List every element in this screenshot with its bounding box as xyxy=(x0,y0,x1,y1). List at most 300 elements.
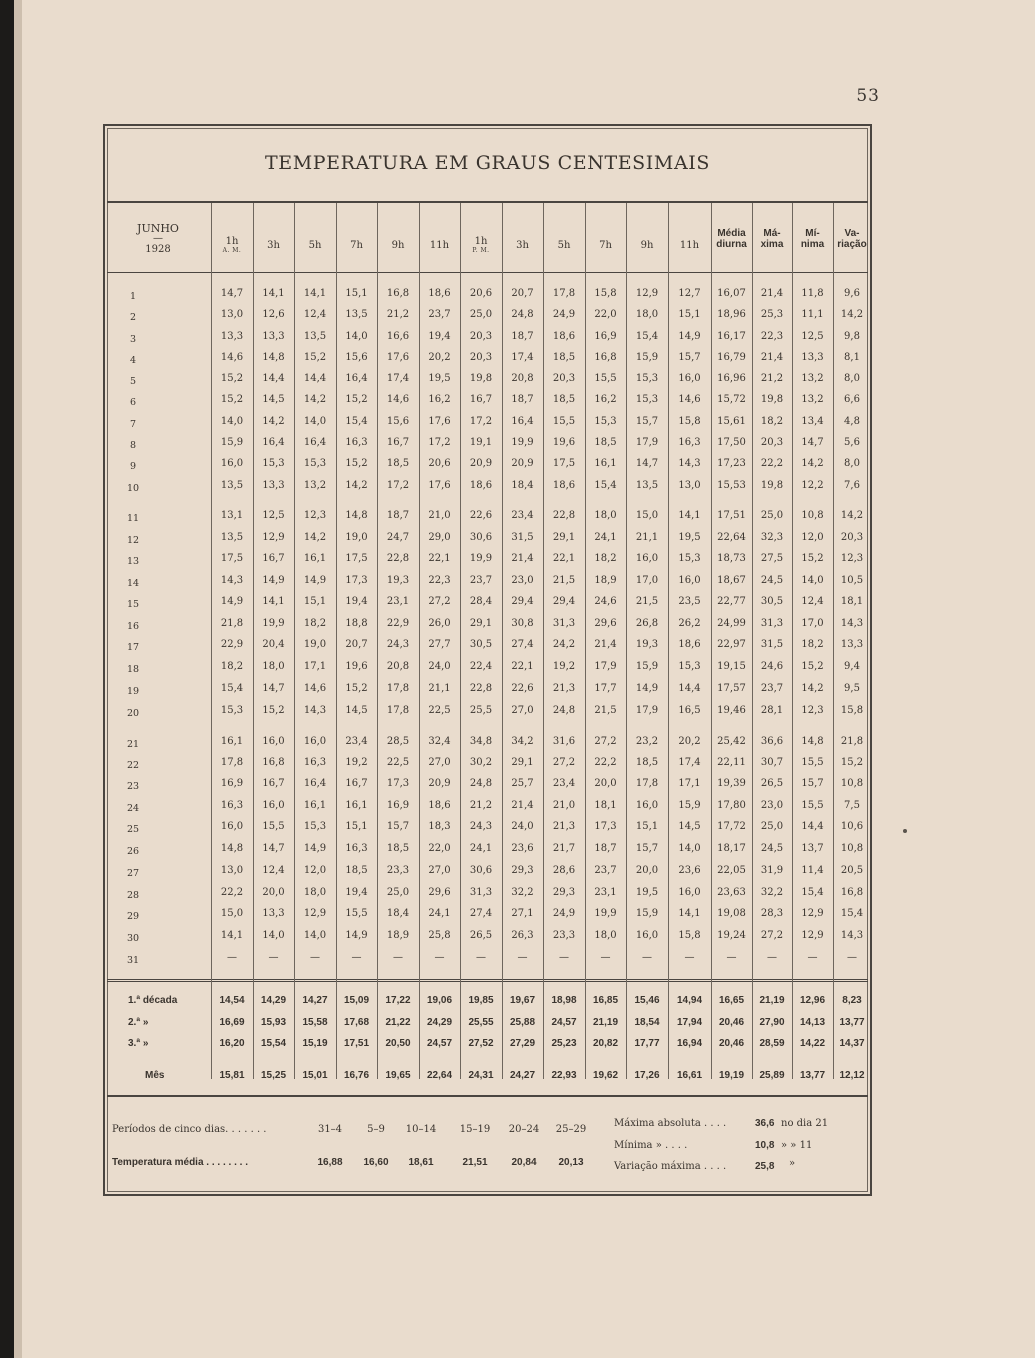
summary-cell: 15,01 xyxy=(302,1070,328,1081)
table-cell: 25,0 xyxy=(386,887,410,898)
header-hour-12 xyxy=(668,233,711,252)
table-cell: 17,8 xyxy=(386,705,410,716)
table-cell: 27,1 xyxy=(511,908,534,919)
summary-cell: 15,25 xyxy=(260,1070,287,1081)
table-cell: 27,2 xyxy=(594,736,617,747)
summary-cell: 24,57 xyxy=(426,1038,453,1049)
table-cell: 23,7 xyxy=(594,865,617,876)
table-cell: 21,0 xyxy=(552,800,576,811)
table-cell: 20,0 xyxy=(635,865,659,876)
table-cell: 24,6 xyxy=(760,661,784,672)
summary-cell: 25,88 xyxy=(509,1017,536,1028)
table-cell: 31,3 xyxy=(760,618,784,629)
table-cell: 24,2 xyxy=(552,639,576,650)
table-cell: 15,1 xyxy=(635,821,659,832)
table-cell: 18,5 xyxy=(552,394,576,405)
table-cell: 19,24 xyxy=(717,930,746,941)
table-cell: 14,6 xyxy=(678,394,701,405)
summary-cell: 15,58 xyxy=(302,1017,328,1028)
table-cell: 15,2 xyxy=(220,394,244,405)
summary-cell: 14,54 xyxy=(219,995,245,1006)
footer-periods-label: Períodos de cinco dias. . . . . . . xyxy=(112,1124,267,1135)
table-cell: 15,0 xyxy=(635,510,659,521)
table-cell: 23,2 xyxy=(635,736,659,747)
header-hour-label: 3h xyxy=(267,240,280,251)
table-cell: 22,77 xyxy=(717,596,746,607)
table-cell: 16,3 xyxy=(220,800,244,811)
footer-period-temp: 18,61 xyxy=(408,1157,434,1168)
table-cell: 15,1 xyxy=(678,309,701,320)
table-cell: 21,4 xyxy=(594,639,617,650)
table-cell: 15,6 xyxy=(386,416,410,427)
table-cell: 13,5 xyxy=(220,532,244,543)
table-cell: 16,1 xyxy=(303,553,327,564)
row-day-3: 3 xyxy=(129,334,137,345)
table-cell: 29,6 xyxy=(594,618,617,629)
table-cell: 19,6 xyxy=(552,437,576,448)
table-cell: 21,8 xyxy=(840,736,864,747)
summary-cell: 16,20 xyxy=(219,1038,245,1049)
table-cell: 10,6 xyxy=(840,821,864,832)
summary-cell: 13,77 xyxy=(839,1017,865,1028)
table-cell: 16,4 xyxy=(303,778,327,789)
table-cell: 24,1 xyxy=(428,908,451,919)
summary-cell: 24,31 xyxy=(468,1070,494,1081)
footer-min-suffix: » » 11 xyxy=(781,1140,813,1151)
table-cell: 25,0 xyxy=(469,309,493,320)
table-cell: 22,1 xyxy=(552,553,576,564)
table-cell: 22,11 xyxy=(717,757,746,768)
table-cell: 17,8 xyxy=(635,778,659,789)
table-cell: 22,6 xyxy=(511,683,534,694)
table-cell: 12,6 xyxy=(262,309,285,320)
table-cell: 19,5 xyxy=(678,532,701,543)
summary-cell: 19,67 xyxy=(509,995,536,1006)
summary-cell: 27,29 xyxy=(509,1038,536,1049)
table-cell: 29,4 xyxy=(511,596,534,607)
table-cell: 20,0 xyxy=(594,778,617,789)
table-cell: 16,4 xyxy=(511,416,534,427)
table-cell: 23,7 xyxy=(760,683,784,694)
table-cell: 14,8 xyxy=(801,736,824,747)
table-cell: 14,7 xyxy=(635,458,659,469)
table-cell: 15,7 xyxy=(801,778,824,789)
table-cell: 15,8 xyxy=(678,416,701,427)
table-cell: 13,3 xyxy=(262,908,285,919)
table-cell: 31,6 xyxy=(552,736,576,747)
table-cell: 23,3 xyxy=(552,930,576,941)
table-cell: 19,1 xyxy=(469,437,493,448)
table-cell: 15,4 xyxy=(594,480,617,491)
table-cell: 16,1 xyxy=(345,800,368,811)
header-dash: — xyxy=(153,233,163,244)
table-cell: 17,3 xyxy=(345,575,368,586)
table-cell: 22,64 xyxy=(717,532,746,543)
table-cell: 21,5 xyxy=(594,705,617,716)
table-cell: 16,79 xyxy=(717,352,746,363)
table-cell: — xyxy=(684,952,695,963)
row-day-18: 18 xyxy=(126,664,140,675)
row-day-28: 28 xyxy=(126,890,140,901)
summary-cell: 17,26 xyxy=(634,1070,660,1081)
table-cell: 17,9 xyxy=(635,437,659,448)
table-cell: 30,8 xyxy=(511,618,534,629)
table-cell: 32,4 xyxy=(428,736,451,747)
table-cell: 15,8 xyxy=(594,288,617,299)
table-cell: 18,0 xyxy=(635,309,659,320)
table-cell: 13,1 xyxy=(220,510,244,521)
table-cell: 15,4 xyxy=(345,416,368,427)
row-day-9: 9 xyxy=(129,461,137,472)
table-cell: 16,8 xyxy=(262,757,285,768)
table-cell: 18,8 xyxy=(345,618,368,629)
table-cell: 25,7 xyxy=(511,778,534,789)
table-cell: 14,1 xyxy=(220,930,244,941)
table-cell: 13,3 xyxy=(840,639,864,650)
table-cell: 18,7 xyxy=(511,394,534,405)
table-cell: 11,1 xyxy=(801,309,824,320)
summary-cell: 24,27 xyxy=(509,1070,536,1081)
table-cell: 27,0 xyxy=(511,705,534,716)
summary-cell: 14,37 xyxy=(839,1038,865,1049)
summary-cell: 15,93 xyxy=(260,1017,287,1028)
table-cell: 20,6 xyxy=(469,288,493,299)
table-cell: 14,2 xyxy=(801,458,824,469)
table-cell: 13,3 xyxy=(220,331,244,342)
table-cell: — xyxy=(642,952,652,963)
table-cell: 17,5 xyxy=(345,553,368,564)
summary-cell: 25,23 xyxy=(551,1038,577,1049)
table-cell: 22,3 xyxy=(760,331,784,342)
row-day-2: 2 xyxy=(129,312,137,323)
header-hour-7 xyxy=(460,229,502,254)
table-cell: 18,7 xyxy=(594,843,617,854)
summary-cell: 14,22 xyxy=(799,1038,826,1049)
table-title: TEMPERATURA EM GRAUS CENTESIMAIS xyxy=(264,152,711,174)
table-cell: 15,9 xyxy=(678,800,701,811)
summary-label: 3.ª » xyxy=(128,1038,149,1049)
table-cell: 14,9 xyxy=(678,331,701,342)
table-cell: 19,9 xyxy=(594,908,617,919)
summary-label: Mês xyxy=(145,1070,165,1081)
table-cell: 16,0 xyxy=(678,575,701,586)
summary-cell: 18,54 xyxy=(634,1017,660,1028)
table-cell: 17,6 xyxy=(386,352,410,363)
scan-speck xyxy=(903,829,907,833)
table-cell: 18,7 xyxy=(386,510,410,521)
table-cell: 22,2 xyxy=(594,757,617,768)
table-cell: 29,6 xyxy=(428,887,451,898)
table-cell: 20,3 xyxy=(840,532,864,543)
table-cell: 18,6 xyxy=(428,288,451,299)
table-cell: 21,2 xyxy=(760,373,784,384)
table-cell: — xyxy=(351,952,362,963)
footer-period-temp: 20,84 xyxy=(511,1157,537,1168)
table-cell: 17,8 xyxy=(220,757,244,768)
table-cell: 24,6 xyxy=(594,596,617,607)
footer-period: 15–19 xyxy=(459,1124,491,1135)
table-cell: 18,6 xyxy=(678,639,701,650)
summary-cell: 14,29 xyxy=(260,995,287,1006)
table-cell: 12,4 xyxy=(262,865,285,876)
table-cell: 23,3 xyxy=(386,865,410,876)
row-day-22: 22 xyxy=(126,760,140,771)
table-cell: 24,3 xyxy=(469,821,493,832)
summary-cell: 16,85 xyxy=(592,995,619,1006)
table-cell: 14,0 xyxy=(303,930,327,941)
table-cell: 17,3 xyxy=(594,821,617,832)
table-cell: 15,3 xyxy=(262,458,285,469)
table-cell: 13,3 xyxy=(262,331,285,342)
table-cell: 15,2 xyxy=(220,373,244,384)
table-cell: 7,5 xyxy=(844,800,860,811)
table-cell: 17,2 xyxy=(428,437,451,448)
table-cell: 16,5 xyxy=(678,705,701,716)
table-cell: 27,7 xyxy=(428,639,451,650)
table-cell: 23,6 xyxy=(511,843,534,854)
header-hour-period: A. M. xyxy=(222,247,242,254)
table-cell: 19,3 xyxy=(635,639,659,650)
table-cell: — xyxy=(767,952,777,963)
table-cell: 14,1 xyxy=(678,908,701,919)
table-cell: 14,1 xyxy=(678,510,701,521)
header-maxima xyxy=(752,228,792,250)
table-cell: 15,7 xyxy=(635,416,659,427)
table-cell: 26,5 xyxy=(469,930,493,941)
header-top-rule xyxy=(107,201,868,203)
table-cell: 19,2 xyxy=(345,757,368,768)
table-cell: 19,08 xyxy=(717,908,746,919)
table-cell: 12,3 xyxy=(303,510,327,521)
table-cell: 21,3 xyxy=(552,683,576,694)
table-cell: 15,2 xyxy=(303,352,327,363)
table-cell: 22,0 xyxy=(594,309,617,320)
header-bottom-rule xyxy=(107,272,868,273)
footer-temp-label: Temperatura média . . . . . . . . xyxy=(112,1157,248,1168)
footer-var-suffix: » xyxy=(789,1158,796,1169)
header-maxima-line2: xima xyxy=(760,239,784,250)
page-number: 53 xyxy=(856,86,880,106)
table-cell: 15,3 xyxy=(594,416,617,427)
table-cell: 14,2 xyxy=(840,309,864,320)
footer-period-temp: 16,88 xyxy=(317,1157,343,1168)
table-cell: 21,7 xyxy=(552,843,576,854)
table-cell: 28,3 xyxy=(760,908,784,919)
table-cell: 15,61 xyxy=(717,416,746,427)
table-cell: 18,0 xyxy=(303,887,327,898)
row-day-4: 4 xyxy=(129,355,137,366)
table-cell: 17,57 xyxy=(717,683,746,694)
table-cell: 17,5 xyxy=(220,553,244,564)
table-cell: 22,8 xyxy=(469,683,493,694)
summary-cell: 12,12 xyxy=(839,1070,865,1081)
table-cell: — xyxy=(517,952,528,963)
table-cell: 13,7 xyxy=(801,843,824,854)
table-cell: 23,63 xyxy=(717,887,746,898)
table-cell: 16,6 xyxy=(386,331,410,342)
footer-max-abs-suffix: no dia 21 xyxy=(781,1118,829,1129)
summary-cell: 25,89 xyxy=(759,1070,785,1081)
table-cell: 24,1 xyxy=(469,843,493,854)
table-cell: 15,0 xyxy=(220,908,244,919)
table-cell: 29,3 xyxy=(511,865,534,876)
table-cell: 23,4 xyxy=(552,778,576,789)
table-cell: 16,8 xyxy=(386,288,410,299)
table-cell: 14,8 xyxy=(345,510,368,521)
table-cell: 14,0 xyxy=(220,416,244,427)
table-cell: 24,0 xyxy=(511,821,534,832)
table-cell: 18,2 xyxy=(760,416,784,427)
table-cell: 19,4 xyxy=(428,331,451,342)
table-cell: 18,5 xyxy=(386,843,410,854)
table-cell: 17,80 xyxy=(717,800,746,811)
table-cell: 12,0 xyxy=(303,865,327,876)
table-cell: — xyxy=(600,952,611,963)
header-hour-label: 5h xyxy=(557,240,571,251)
table-cell: 14,0 xyxy=(262,930,285,941)
summary-cell: 22,64 xyxy=(426,1070,453,1081)
header-hour-9 xyxy=(543,233,585,252)
table-cell: 12,9 xyxy=(801,908,824,919)
header-hour-2 xyxy=(253,233,294,252)
table-cell: 22,0 xyxy=(428,843,451,854)
table-cell: 12,7 xyxy=(678,288,701,299)
table-cell: 9,6 xyxy=(844,288,860,299)
table-cell: 19,4 xyxy=(345,596,368,607)
table-cell: 20,2 xyxy=(678,736,701,747)
table-cell: 16,8 xyxy=(594,352,617,363)
table-cell: 18,1 xyxy=(840,596,864,607)
table-cell: 9,4 xyxy=(844,661,860,672)
table-cell: 18,0 xyxy=(262,661,285,672)
header-year: 1928 xyxy=(145,244,171,255)
table-cell: 19,46 xyxy=(717,705,746,716)
table-cell: 23,4 xyxy=(511,510,534,521)
summary-cell: 16,94 xyxy=(676,1038,703,1049)
table-cell: 18,0 xyxy=(594,930,617,941)
table-cell: 24,3 xyxy=(386,639,410,650)
summary-cell: 16,76 xyxy=(343,1070,370,1081)
summary-cell: 21,19 xyxy=(759,995,785,1006)
table-cell: 19,9 xyxy=(469,553,493,564)
table-cell: 14,0 xyxy=(678,843,701,854)
table-cell: 17,1 xyxy=(678,778,701,789)
table-cell: 15,1 xyxy=(345,288,368,299)
table-cell: 22,9 xyxy=(386,618,410,629)
table-cell: 30,2 xyxy=(469,757,493,768)
table-cell: 16,7 xyxy=(386,437,410,448)
table-cell: 18,7 xyxy=(511,331,534,342)
table-cell: 16,3 xyxy=(678,437,701,448)
table-cell: 14,9 xyxy=(635,683,659,694)
table-cell: 17,4 xyxy=(386,373,410,384)
table-cell: 26,0 xyxy=(428,618,451,629)
table-cell: 17,23 xyxy=(717,458,746,469)
table-cell: 22,8 xyxy=(552,510,576,521)
summary-cell: 19,62 xyxy=(592,1070,619,1081)
table-cell: 22,4 xyxy=(469,661,493,672)
table-cell: 18,0 xyxy=(594,510,617,521)
row-day-1: 1 xyxy=(129,291,137,302)
summary-cell: 20,46 xyxy=(718,1038,745,1049)
summary-cell: 15,19 xyxy=(302,1038,328,1049)
table-cell: 16,0 xyxy=(635,800,659,811)
table-cell: 15,3 xyxy=(678,553,701,564)
table-cell: 16,96 xyxy=(717,373,746,384)
table-cell: 18,5 xyxy=(635,757,659,768)
table-cell: 21,5 xyxy=(635,596,659,607)
summary-cell: 19,19 xyxy=(718,1070,745,1081)
table-cell: 25,3 xyxy=(760,309,784,320)
table-cell: 12,2 xyxy=(801,480,824,491)
table-cell: 14,8 xyxy=(262,352,285,363)
table-cell: 14,9 xyxy=(220,596,244,607)
summary-cell: 16,69 xyxy=(219,1017,245,1028)
table-cell: 12,3 xyxy=(840,553,864,564)
scan-left-margin xyxy=(14,0,22,1358)
table-cell: 14,6 xyxy=(303,683,327,694)
table-cell: 26,3 xyxy=(511,930,534,941)
row-day-21: 21 xyxy=(126,739,140,750)
table-cell: 24,8 xyxy=(552,705,576,716)
table-cell: 34,8 xyxy=(469,736,493,747)
table-cell: 14,3 xyxy=(840,930,864,941)
table-cell: 10,8 xyxy=(840,843,864,854)
table-cell: 22,05 xyxy=(717,865,746,876)
table-cell: 23,5 xyxy=(678,596,701,607)
summary-cell: 17,94 xyxy=(676,1017,703,1028)
table-cell: 16,7 xyxy=(262,553,285,564)
table-cell: 24,1 xyxy=(594,532,617,543)
table-cell: 19,6 xyxy=(345,661,368,672)
table-cell: 18,67 xyxy=(717,575,746,586)
table-cell: 14,9 xyxy=(303,843,327,854)
row-day-16: 16 xyxy=(126,621,140,632)
header-minima xyxy=(792,228,833,250)
table-cell: — xyxy=(268,952,279,963)
header-minima-line2: nima xyxy=(800,239,825,250)
table-cell: 18,2 xyxy=(220,661,244,672)
table-cell: 20,7 xyxy=(345,639,368,650)
summary-cell: 18,98 xyxy=(551,995,577,1006)
table-cell: 14,6 xyxy=(220,352,244,363)
header-media-line1: Média xyxy=(717,228,746,239)
table-cell: 29,4 xyxy=(552,596,576,607)
table-cell: 8,0 xyxy=(844,458,860,469)
table-cell: 15,3 xyxy=(303,458,327,469)
table-cell: 18,4 xyxy=(386,908,410,919)
table-cell: 30,7 xyxy=(760,757,784,768)
table-cell: 29,1 xyxy=(469,618,493,629)
summary-cell: 12,96 xyxy=(799,995,826,1006)
table-cell: 18,2 xyxy=(303,618,327,629)
table-cell: 29,0 xyxy=(428,532,451,543)
table-cell: 22,5 xyxy=(386,757,410,768)
table-cell: 27,0 xyxy=(428,865,451,876)
row-day-25: 25 xyxy=(126,824,140,835)
table-cell: 15,2 xyxy=(345,394,368,405)
table-cell: 18,5 xyxy=(552,352,576,363)
table-cell: 31,9 xyxy=(760,865,784,876)
table-cell: 24,9 xyxy=(552,309,576,320)
footer-max-abs-value: 36,6 xyxy=(755,1118,775,1129)
header-hour-period: P. M. xyxy=(472,247,490,254)
summary-cell: 15,09 xyxy=(343,995,370,1006)
table-cell: 19,8 xyxy=(469,373,493,384)
table-cell: 16,9 xyxy=(386,800,410,811)
table-cell: 13,0 xyxy=(220,865,244,876)
table-cell: 16,1 xyxy=(594,458,617,469)
